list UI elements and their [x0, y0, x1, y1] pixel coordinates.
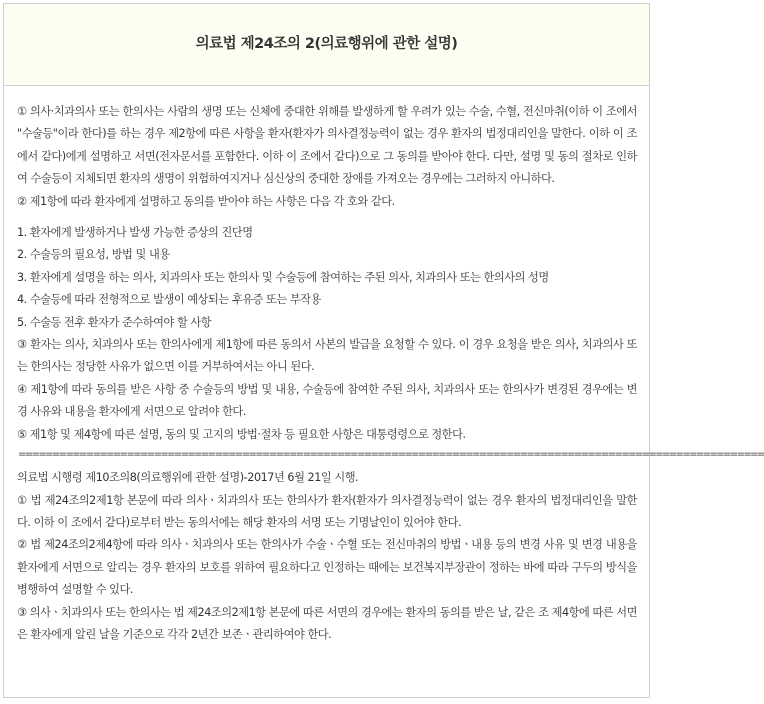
decree-paragraph-1: ① 법 제24조의2제1항 본문에 따라 의사ㆍ치과의사 또는 한의사가 환자(환자가 의사결정능력이 없는 경우 환자의 법정대리인을 말한다. 이하 이 조에서 같다)로부터 받는 동의서에는 해당 환자의 서명 또는 기명날인이 있어야 한다.: [17, 493, 637, 529]
law-paragraph-2: ② 제1항에 따라 환자에게 설명하고 동의를 받아야 하는 사항은 다음 각 호와 같다.: [17, 194, 395, 208]
list-item: 2. 수술등의 필요성, 방법 및 내용: [17, 248, 170, 262]
list-item: 3. 환자에게 설명을 하는 의사, 치과의사 또는 한의사 및 수술등에 참여하는 주된 의사, 치과의사 또는 한의사의 성명: [17, 270, 549, 284]
list-item: 4. 수술등에 따라 전형적으로 발생이 예상되는 후유증 또는 부작용: [17, 293, 321, 307]
list-item: 1. 환자에게 발생하거나 발생 가능한 증상의 진단명: [17, 226, 253, 240]
document-frame: [3, 3, 764, 698]
decree-heading: 의료법 시행령 제10조의8(의료행위에 관한 설명)-2017년 6월 21일 시행.: [17, 471, 359, 485]
law-paragraph-1: ① 의사·치과의사 또는 한의사는 사람의 생명 또는 신체에 중대한 위해를 발생하게 할 우려가 있는 수술, 수혈, 전신마취(이하 이 조에서 "수술등"이라 한다)를 하는 경우 제2항에 따른 사항을 환자(환자가 의사결정능력이 없는 경우 환자의 법정대리인을 말한다. 이하 이 조에서 같다)에게 설명하고 서면(전자문서를 포함한다. 이하 이 조에서 같다)으로 그 동의를 받아야 한다. 다만, 설명 및 동의 절차로 인하여 수술등이 지체되면 환자의 생명이 위험하여지거나 심신상의 중대한 장애를 가져오는 경우에는 그러하지 아니하다.: [17, 105, 637, 186]
decree-paragraph-3: ③ 의사ㆍ치과의사 또는 한의사는 법 제24조의2제1항 본문에 따른 서면의 경우에는 환자의 동의를 받은 날, 같은 조 제4항에 따른 서면은 환자에게 알린 날을 기준으로 각각 2년간 보존ㆍ관리하여야 한다.: [17, 605, 637, 641]
document-body: [4, 86, 764, 646]
spacer: [17, 213, 637, 222]
separator-line: ==============================================================================================================: [18, 449, 764, 461]
decree-paragraph-2: ② 법 제24조의2제4항에 따라 의사ㆍ치과의사 또는 한의사가 수술ㆍ수혈 또는 전신마취의 방법ㆍ내용 등의 변경 사유 및 변경 내용을 환자에게 서면으로 알리는 경우 환자의 보호를 위하여 필요하다고 인정하는 때에는 보건복지부장관이 정하는 바에 따라 구두의 방식을 병행하여 설명할 수 있다.: [17, 538, 637, 597]
title-box: [4, 4, 649, 86]
law-paragraph-4: ④ 제1항에 따라 동의를 받은 사항 중 수술등의 방법 및 내용, 수술등에 참여한 주된 의사, 치과의사 또는 한의사가 변경된 경우에는 변경 사유와 내용을 환자에게 서면으로 알려야 한다.: [17, 382, 637, 419]
list-item: 5. 수술등 전후 환자가 준수하여야 할 사항: [17, 315, 212, 329]
law-paragraph-5: ⑤ 제1항 및 제4항에 따른 설명, 동의 및 고지의 방법·절차 등 필요한 사항은 대통령령으로 정한다.: [17, 427, 466, 441]
page-title: 의료법 제24조의 2(의료행위에 관한 설명): [195, 36, 458, 52]
law-paragraph-3: ③ 환자는 의사, 치과의사 또는 한의사에게 제1항에 따른 동의서 사본의 발급을 요청할 수 있다. 이 경우 요청을 받은 의사, 치과의사 또는 한의사는 정당한 사유가 없으면 이를 거부하여서는 아니 된다.: [17, 338, 637, 374]
